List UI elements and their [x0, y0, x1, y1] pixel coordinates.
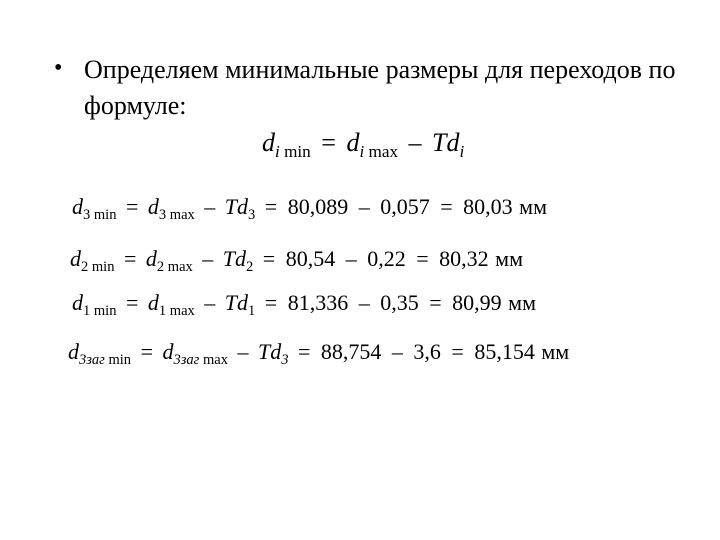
formula-subscript: 1 [248, 303, 256, 320]
formula-row-d3zag [68, 339, 570, 369]
minus-sign: – [202, 246, 214, 271]
equals-sign: = [297, 339, 311, 364]
formula-var: d [68, 339, 79, 364]
result-value: 80,32 [439, 246, 489, 271]
equals-sign: = [264, 194, 278, 219]
value-a: 88,754 [320, 339, 382, 364]
formula-var: d [70, 246, 81, 271]
equals-sign: = [321, 128, 336, 157]
formula-subscript: 2 min [81, 259, 115, 276]
minus-sign: – [408, 128, 422, 157]
result-value: 80,03 [463, 194, 513, 219]
value-b: 0,057 [380, 194, 430, 219]
minus-sign: – [345, 246, 357, 271]
formula-subscript: 1 min [83, 303, 117, 320]
formula-row-d1 [72, 290, 536, 320]
unit-label: мм [508, 290, 536, 315]
minus-sign: – [204, 194, 216, 219]
bullet-marker: • [54, 55, 63, 81]
formula-subscript: i min [275, 142, 311, 161]
minus-sign: – [237, 339, 249, 364]
equals-sign: = [125, 290, 139, 315]
formula-row-d3 [72, 194, 547, 224]
formula-subscript: 3 min [83, 207, 117, 224]
formula-subscript: i max [359, 142, 399, 161]
formula-subscript: 2 [246, 259, 254, 276]
formula-subscript: 3 [281, 352, 289, 369]
equals-sign: = [440, 194, 453, 219]
equals-sign: = [416, 246, 429, 271]
value-b: 0,22 [367, 246, 406, 271]
general-formula [262, 128, 465, 161]
equals-sign: = [429, 290, 442, 315]
value-a: 80,089 [287, 194, 349, 219]
equals-sign: = [264, 290, 278, 315]
formula-var: Td [224, 194, 249, 219]
equals-sign: = [262, 246, 276, 271]
formula-row-d2 [70, 246, 523, 276]
minus-sign: – [204, 290, 216, 315]
formula-var: d [162, 339, 174, 364]
minus-sign: – [358, 194, 370, 219]
result-value: 85,154 [474, 339, 535, 364]
formula-var: d [147, 290, 159, 315]
value-a: 81,336 [287, 290, 349, 315]
result-value: 80,99 [452, 290, 502, 315]
formula-var: Td [257, 339, 282, 364]
equals-sign: = [125, 194, 139, 219]
equals-sign: = [451, 339, 464, 364]
formula-var: Td [222, 246, 247, 271]
formula-subscript: 1 max [158, 303, 195, 320]
formula-subscript: 3заг min [79, 352, 132, 369]
formula-subscript: 3 max [158, 207, 195, 224]
formula-subscript: 2 max [156, 259, 193, 276]
minus-sign: – [358, 290, 370, 315]
formula-var: d [145, 246, 157, 271]
equals-sign: = [123, 246, 137, 271]
formula-var: Td [224, 290, 249, 315]
value-b: 0,35 [380, 290, 419, 315]
value-b: 3,6 [413, 339, 441, 364]
formula-var: d [346, 128, 360, 157]
bullet-text: Определяем минимальные размеры для переходов по формуле: [84, 55, 676, 120]
formula-var: d [147, 194, 159, 219]
unit-label: мм [541, 339, 570, 364]
formula-subscript: 3заг max [173, 352, 228, 369]
equals-sign: = [140, 339, 153, 364]
formula-var: d [72, 290, 83, 315]
formula-subscript: i [459, 142, 465, 161]
formula-subscript: 3 [248, 207, 256, 224]
unit-label: мм [519, 194, 547, 219]
unit-label: мм [495, 246, 523, 271]
value-a: 80,54 [285, 246, 336, 271]
formula-var: Td [432, 128, 460, 157]
minus-sign: – [391, 339, 403, 364]
formula-var: d [72, 194, 83, 219]
formula-var: d [262, 128, 275, 157]
